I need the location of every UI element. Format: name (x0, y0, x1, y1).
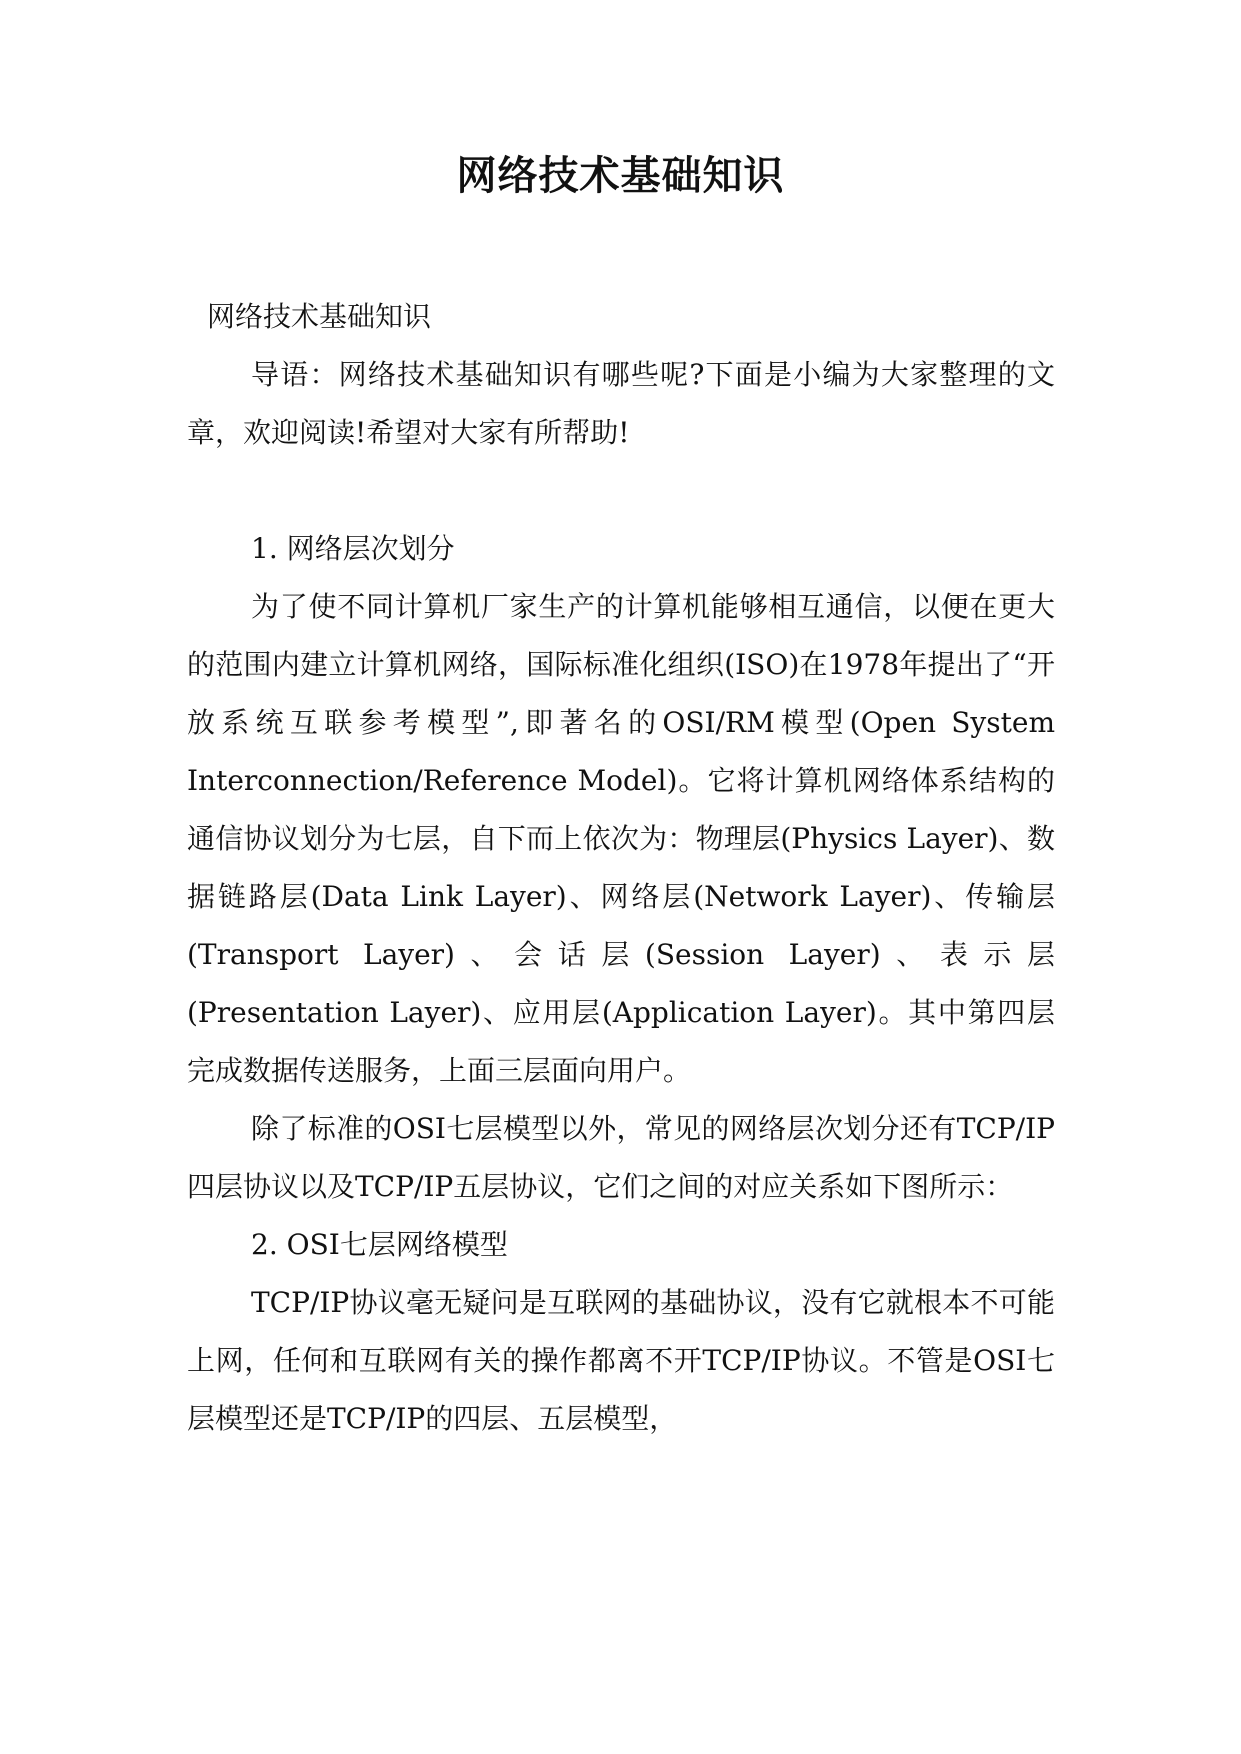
tcpip-layers-paragraph: 除了标准的OSI七层模型以外，常见的网络层次划分还有TCP/IP四层协议以及TCP/IP五层协议，它们之间的对应关系如下图所示： (187, 1112, 1055, 1203)
section-heading-osi-model: 2. OSI七层网络模型 (251, 1228, 508, 1261)
document-subtitle: 网络技术基础知识 (207, 300, 432, 333)
document-title: 网络技术基础知识 (456, 152, 785, 199)
tcpip-protocol-paragraph: TCP/IP协议毫无疑问是互联网的基础协议，没有它就根本不可能上网，任何和互联网有关的操作都离不开TCP/IP协议。不管是OSI七层模型还是TCP/IP的四层、五层模型， (187, 1286, 1055, 1435)
section-heading-network-layers: 1. 网络层次划分 (251, 532, 455, 565)
document-body (187, 288, 1055, 1448)
intro-paragraph: 导语：网络技术基础知识有哪些呢?下面是小编为大家整理的文章，欢迎阅读!希望对大家有所帮助! (187, 358, 1055, 449)
paragraph-spacer (187, 462, 1055, 520)
osi-model-paragraph: 为了使不同计算机厂家生产的计算机能够相互通信，以便在更大的范围内建立计算机网络，国际标准化组织(ISO)在1978年提出了“开放系统互联参考模型”,即著名的OSI/RM模型(Open System Interconnection/Reference Model)。它将计算机网络体系结构的通信协议划分为七层，自下而上依次为：物理层(Physics Layer)、数据链路层(Data Link Layer)、网络层(Network Layer)、传输层(Transport Layer)、会话层(Session Layer)、表示层(Presentation Layer)、应用层(Application Layer)。其中第四层完成数据传送服务，上面三层面向用户。 (187, 590, 1055, 1087)
